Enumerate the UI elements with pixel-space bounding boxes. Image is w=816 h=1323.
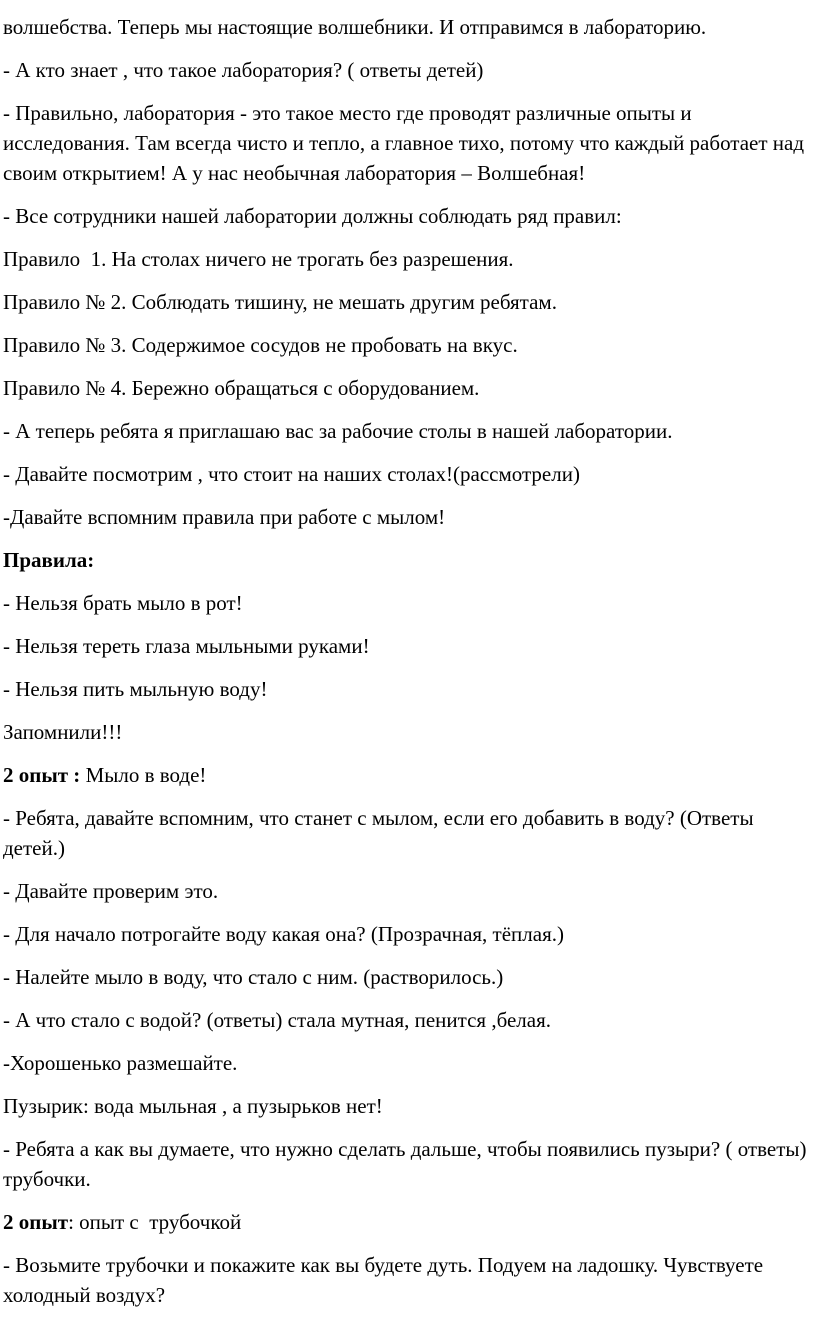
paragraph-water-result: - А что стало с водой? (ответы) стала мутная, пенится ,белая. bbox=[3, 1008, 552, 1032]
paragraph-experiment-soap-in-water: 2 опыт : Мыло в воде! bbox=[3, 763, 207, 787]
paragraph-soap-rule-water: - Нельзя пить мыльную воду! bbox=[3, 677, 268, 701]
paragraph-take-straws: - Возьмите трубочки и покажите как вы будете дуть. Подуем на ладошку. Чувствуете холодный воздух? bbox=[3, 1253, 769, 1307]
paragraph-bubble-no-bubbles: Пузырик: вода мыльная , а пузырьков нет! bbox=[3, 1094, 383, 1118]
paragraph-remembered: Запомнили!!! bbox=[3, 720, 123, 744]
paragraph-invite-to-tables: - А теперь ребята я приглашаю вас за рабочие столы в нашей лаборатории. bbox=[3, 419, 673, 443]
paragraph-question-soap-water: - Ребята, давайте вспомним, что станет с мылом, если его добавить в воду? (Ответы детей.) bbox=[3, 806, 759, 860]
paragraph-rules-intro: - Все сотрудники нашей лаборатории должны соблюдать ряд правил: bbox=[3, 204, 622, 228]
paragraph-soap-rules-intro: -Давайте вспомним правила при работе с мылом! bbox=[3, 505, 446, 529]
paragraph-question-next-step: - Ребята а как вы думаете, что нужно сделать дальше, чтобы появились пузыри? ( ответы) трубочки. bbox=[3, 1137, 812, 1191]
paragraph-touch-water: - Для начало потрогайте воду какая она? (Прозрачная, тёплая.) bbox=[3, 922, 564, 946]
paragraph-look-at-tables: - Давайте посмотрим , что стоит на наших столах!(рассмотрели) bbox=[3, 462, 580, 486]
paragraph-rules-heading: Правила: bbox=[3, 548, 95, 572]
paragraph-intro: волшебства. Теперь мы настоящие волшебники. И отправимся в лабораторию. bbox=[3, 15, 707, 39]
paragraph-laboratory-definition: - Правильно, лаборатория - это такое место где проводят различные опыты и исследования. Там всегда чисто и тепло, а главное тихо, потому что каждый работает над своим открытием! А у нас необычная лаборатория – Волшебная! bbox=[3, 101, 810, 185]
paragraph-soap-rule-eyes: - Нельзя тереть глаза мыльными руками! bbox=[3, 634, 370, 658]
paragraph-rule-1: Правило 1. На столах ничего не трогать без разрешения. bbox=[3, 247, 514, 271]
paragraph-rule-3: Правило № 3. Содержимое сосудов не пробовать на вкус. bbox=[3, 333, 518, 357]
paragraph-check-it: - Давайте проверим это. bbox=[3, 879, 219, 903]
paragraph-stir: -Хорошенько размешайте. bbox=[3, 1051, 238, 1075]
paragraph-rule-2: Правило № 2. Соблюдать тишину, не мешать другим ребятам. bbox=[3, 290, 557, 314]
paragraph-experiment-straw: 2 опыт: опыт с трубочкой bbox=[3, 1210, 242, 1234]
paragraph-pour-soap: - Налейте мыло в воду, что стало с ним. (растворилось.) bbox=[3, 965, 504, 989]
paragraph-question-laboratory: - А кто знает , что такое лаборатория? ( ответы детей) bbox=[3, 58, 484, 82]
paragraph-rule-4: Правило № 4. Бережно обращаться с оборудованием. bbox=[3, 376, 480, 400]
paragraph-soap-rule-mouth: - Нельзя брать мыло в рот! bbox=[3, 591, 243, 615]
